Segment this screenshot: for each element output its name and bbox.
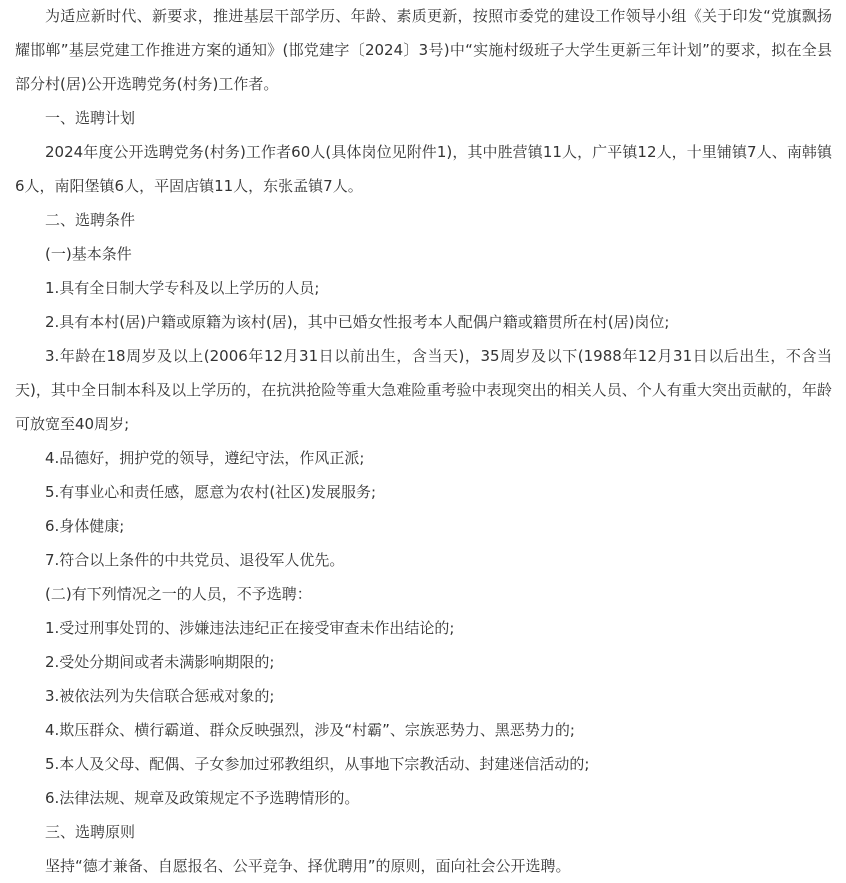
intro-paragraph: 为适应新时代、新要求，推进基层干部学历、年龄、素质更新，按照市委党的建设工作领导小组《关于印发“党旗飘扬耀邯郸”基层党建工作推进方案的通知》(邯党建字〔2024〕3号)中“实施村级班子大学生更新三年计划”的要求，拟在全县部分村(居)公开选聘党务(村务)工作者。 xyxy=(15,7,832,93)
section-heading-plan: 一、选聘计划 xyxy=(45,109,136,127)
condition-item-1: 1.具有全日制大学专科及以上学历的人员; xyxy=(45,279,320,297)
condition-item-3: 3.年龄在18周岁及以上(2006年12月31日以前出生，含当天)，35周岁及以下(1988年12月31日以后出生，不含当天)，其中全日制本科及以上学历的，在抗洪抢险等重大急难险重考验中表现突出的相关人员、个人有重大突出贡献的，年龄可放宽至40周岁; xyxy=(15,347,832,433)
condition-item-7: 7.符合以上条件的中共党员、退役军人优先。 xyxy=(45,551,345,569)
exclusion-item-1: 1.受过刑事处罚的、涉嫌违法违纪正在接受审查未作出结论的; xyxy=(45,619,455,637)
condition-item-2: 2.具有本村(居)户籍或原籍为该村(居)，其中已婚女性报考本人配偶户籍或籍贯所在村(居)岗位; xyxy=(45,313,670,331)
subheading-exclusions: (二)有下列情况之一的人员，不予选聘： xyxy=(45,585,312,603)
condition-item-5: 5.有事业心和责任感，愿意为农村(社区)发展服务; xyxy=(45,483,377,501)
condition-item-6: 6.身体健康; xyxy=(45,517,125,535)
condition-item-4: 4.品德好，拥护党的领导，遵纪守法，作风正派; xyxy=(45,449,365,467)
exclusion-item-3: 3.被依法列为失信联合惩戒对象的; xyxy=(45,687,275,705)
plan-paragraph: 2024年度公开选聘党务(村务)工作者60人(具体岗位见附件1)，其中胜营镇11人，广平镇12人，十里铺镇7人、南韩镇6人，南阳堡镇6人，平固店镇11人，东张孟镇7人。 xyxy=(15,143,832,195)
exclusion-item-4: 4.欺压群众、横行霸道、群众反映强烈，涉及“村霸”、宗族恶势力、黑恶势力的; xyxy=(45,721,575,739)
section-heading-conditions: 二、选聘条件 xyxy=(45,211,136,229)
section-heading-principles: 三、选聘原则 xyxy=(45,823,136,841)
exclusion-item-5: 5.本人及父母、配偶、子女参加过邪教组织，从事地下宗教活动、封建迷信活动的; xyxy=(45,755,590,773)
subheading-basic-conditions: (一)基本条件 xyxy=(45,245,132,263)
exclusion-item-2: 2.受处分期间或者未满影响期限的; xyxy=(45,653,275,671)
exclusion-item-6: 6.法律法规、规章及政策规定不予选聘情形的。 xyxy=(45,789,360,807)
principles-paragraph: 坚持“德才兼备、自愿报名、公平竞争、择优聘用”的原则，面向社会公开选聘。 xyxy=(45,857,571,875)
